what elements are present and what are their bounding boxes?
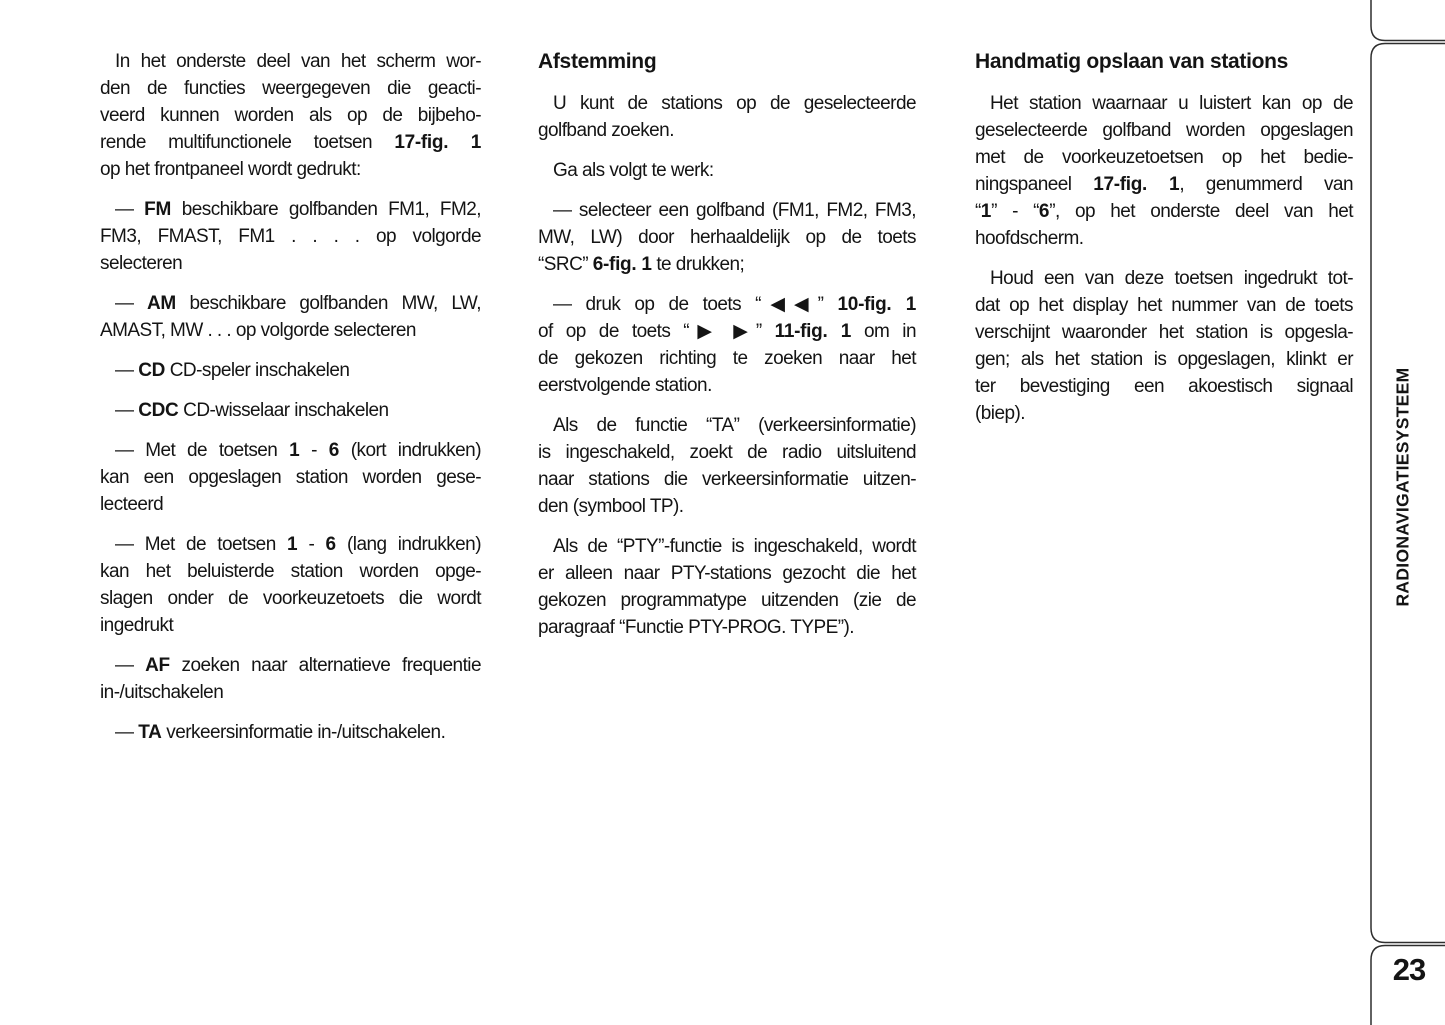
text-line: paragraaf “Functie PTY-PROG. TYPE”). [538, 617, 854, 638]
paragraph [100, 48, 481, 183]
text-line: selecteren [100, 253, 183, 274]
text-line: AMAST, MW . . . op volgorde selecteren [100, 320, 416, 341]
paragraph [100, 652, 481, 706]
text-line: kan het beluisterde station worden opge- [100, 561, 481, 582]
paragraph [100, 290, 481, 344]
text-line: den de functies weergegeven die geacti- [100, 78, 481, 99]
text-line: MW, LW) door herhaaldelijk op de toets [538, 227, 916, 248]
text-line: — FM beschikbare golfbanden FM1, FM2, [115, 199, 481, 220]
text-line: slagen onder de voorkeuzetoets die wordt [100, 588, 481, 609]
section-heading-afstemming: Afstemming [538, 50, 657, 73]
column-middle [538, 48, 916, 641]
text-line: Ga als volgt te werk: [553, 160, 714, 181]
paragraph [100, 531, 481, 639]
text-line: naar stations die verkeersinformatie uitzen- [538, 469, 916, 490]
text-line: veerd kunnen worden als op de bijbeho- [100, 105, 481, 126]
text-line: ingedrukt [100, 615, 174, 636]
text-line: ter bevestiging een akoestisch signaal [975, 376, 1353, 397]
text-line: — TA verkeersinformatie in-/uitschakelen. [115, 722, 446, 743]
paragraph [538, 157, 916, 184]
paragraph [100, 196, 481, 277]
text-line: den (symbool TP). [538, 496, 684, 517]
text-line: Het station waarnaar u luistert kan op de [990, 93, 1353, 114]
text-line: met de voorkeuzetoetsen op het bedie- [975, 147, 1353, 168]
text-line: U kunt de stations op de geselecteerde [553, 93, 916, 114]
page-number: 23 [1392, 952, 1426, 987]
text-line: ningspaneel 17-fig. 1, genummerd van [975, 174, 1353, 195]
paragraph [538, 291, 916, 399]
text-line: er alleen naar PTY-stations gezocht die het [538, 563, 916, 584]
text-line: dat op het display het nummer van de toets [975, 295, 1353, 316]
text-line: — CD CD-speler inschakelen [115, 360, 350, 381]
paragraph [100, 437, 481, 518]
column-right [975, 48, 1353, 427]
text-line: golfband zoeken. [538, 120, 674, 141]
paragraph [538, 412, 916, 520]
text-line: — CDC CD-wisselaar inschakelen [115, 400, 389, 421]
text-line: is ingeschakeld, zoekt de radio uitsluitend [538, 442, 916, 463]
text-line: verschijnt waaronder het station is opgesla- [975, 322, 1353, 343]
paragraph [538, 197, 916, 278]
column-left-paragraphs [100, 48, 481, 746]
text-line: In het onderste deel van het scherm wor- [115, 51, 481, 72]
text-line: — selecteer een golfband (FM1, FM2, FM3, [553, 200, 916, 221]
text-line: eerstvolgende station. [538, 375, 712, 396]
text-line: de gekozen richting te zoeken naar het [538, 348, 916, 369]
text-line: kan een opgeslagen station worden gese- [100, 467, 481, 488]
text-line: rende multifunctionele toetsen 17-fig. 1 [100, 132, 481, 153]
text-line: gekozen programmatype uitzenden (zie de [538, 590, 916, 611]
text-line: geselecteerde golfband worden opgeslagen [975, 120, 1353, 141]
column-middle-paragraphs [538, 90, 916, 641]
text-line: in-/uitschakelen [100, 682, 224, 703]
text-line: — Met de toetsen 1 - 6 (kort indrukken) [115, 440, 481, 461]
text-line: gen; als het station is opgeslagen, klinkt er [975, 349, 1353, 370]
paragraph [975, 265, 1353, 427]
text-line: Houd een van deze toetsen ingedrukt tot- [990, 268, 1353, 289]
text-line: Als de functie “TA” (verkeersinformatie) [553, 415, 916, 436]
paragraph [538, 533, 916, 641]
paragraph [538, 90, 916, 144]
text-line: op het frontpaneel wordt gedrukt: [100, 159, 361, 180]
chapter-tab-label: RADIONAVIGATIESYSTEEM [1392, 367, 1413, 607]
paragraph [100, 357, 481, 384]
column-left [100, 48, 481, 746]
text-line: FM3, FMAST, FM1 . . . . op volgorde [100, 226, 481, 247]
text-line: “SRC” 6-fig. 1 te drukken; [538, 254, 745, 275]
text-line: Als de “PTY”-functie is ingeschakeld, wordt [553, 536, 916, 557]
text-line: lecteerd [100, 494, 164, 515]
paragraph [100, 719, 481, 746]
column-right-paragraphs [975, 90, 1353, 427]
text-line: (biep). [975, 403, 1026, 424]
section-heading-handmatig-opslaan: Handmatig opslaan van stations [975, 50, 1289, 73]
text-line: hoofdscherm. [975, 228, 1084, 249]
paragraph [100, 397, 481, 424]
text-line: — AF zoeken naar alternatieve frequentie [115, 655, 481, 676]
text-line: — Met de toetsen 1 - 6 (lang indrukken) [115, 534, 481, 555]
text-line: — AM beschikbare golfbanden MW, LW, [115, 293, 481, 314]
paragraph [975, 90, 1353, 252]
text-line: — druk op de toets “◀◀” 10-fig. 1 [553, 294, 916, 315]
text-line: “1” - “6”, op het onderste deel van het [975, 201, 1354, 222]
text-line: of op de toets “▶ ▶” 11-fig. 1 om in [538, 321, 916, 342]
